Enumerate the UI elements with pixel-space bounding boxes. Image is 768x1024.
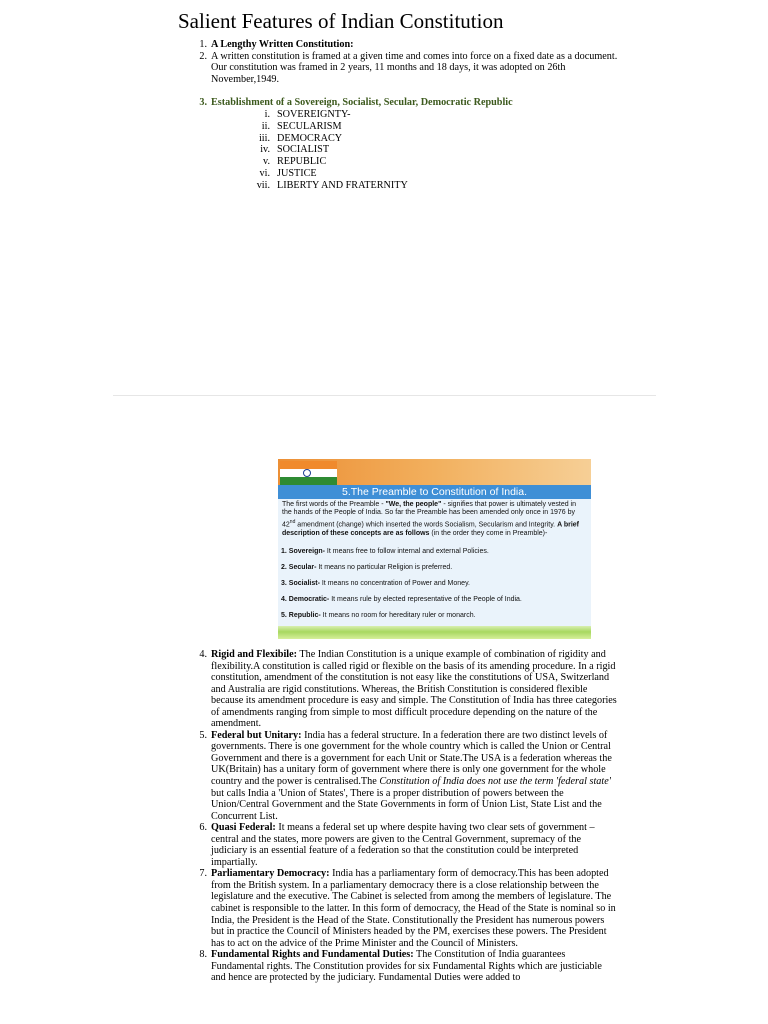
feature-heading: Rigid and Flexibile: bbox=[211, 649, 298, 660]
list-number: v. bbox=[263, 156, 270, 168]
feature-heading: Fundamental Rights and Fundamental Duties: bbox=[211, 949, 414, 961]
features-list bbox=[193, 649, 618, 984]
indian-flag-icon bbox=[280, 461, 337, 485]
top-list bbox=[193, 39, 618, 109]
slide-footer-strip bbox=[278, 626, 591, 639]
list-number: 7. bbox=[199, 868, 207, 880]
list-number: 8. bbox=[199, 949, 207, 961]
list-number: 2. bbox=[199, 50, 207, 62]
list-number: 1. bbox=[199, 39, 207, 50]
list-number: iv. bbox=[260, 144, 270, 156]
list-number: vi. bbox=[259, 167, 270, 179]
list-item bbox=[193, 649, 618, 730]
list-item bbox=[193, 97, 618, 109]
list-text: LIBERTY AND FRATERNITY bbox=[277, 179, 408, 191]
list-item bbox=[193, 730, 618, 822]
feature-heading: Federal but Unitary: bbox=[211, 729, 302, 741]
feature-heading: A Lengthy Written Constitution: bbox=[211, 39, 354, 50]
list-text: SOCIALIST bbox=[277, 144, 330, 156]
feature-text: It means a federal set up where despite having two clear sets of government – central and the states, more powers are given to the Central Government, supremacy of the judiciary is an essential feature of a federation so that the constitution could be interpreted impartially. bbox=[211, 822, 595, 868]
list-number: 3. bbox=[199, 97, 207, 109]
preamble-slide-image bbox=[278, 459, 591, 639]
page-title: Salient Features of Indian Constitution bbox=[178, 9, 504, 33]
feature-text: The Indian Constitution is a unique example of combination of rigidity and flexibility.A constitution is called rigid or flexible on the basis of its amending procedure. In a rigid constitution, amendment of the constitution is not easy like the constitutions of USA, Switzerland and Australia are rigid constitutions. Whereas, the British Constitution is considered flexible because its amendment procedure is easy and simple. The Constitution of India has three categories of amendments ranging from simple to most difficult procedure depending on the nature of the amendment. bbox=[211, 649, 617, 730]
list-number: 6. bbox=[199, 822, 207, 834]
list-item bbox=[246, 168, 408, 180]
slide-list-item: 5. Republic- It means no room for hereditary ruler or monarch. bbox=[281, 612, 476, 619]
list-text: SOVEREIGNTY- bbox=[277, 109, 351, 120]
slide-list-item: 1. Sovereign- It means free to follow internal and external Policies. bbox=[281, 548, 489, 555]
feature-text: India has a parliamentary form of democracy.This has been adopted from the British system. In a parliamentary democracy there is a close relationship between the legislature and the executive. The Cabinet is selected from among the members of legislature. The cabinet is responsible to the latter. In this form of democracy, the Head of the State is nominal so in India, the President is the Head of the State. Constitutionally the President has numerous powers but in practice the Council of Ministers headed by the PM, exercises these powers. The President has to act on the advice of the Prime Minister and the Council of Ministers. bbox=[211, 868, 616, 949]
list-number: vii. bbox=[256, 179, 270, 191]
list-item bbox=[246, 180, 408, 192]
feature-heading: Establishment of a Sovereign, Socialist, Secular, Democratic Republic bbox=[211, 97, 513, 109]
list-item bbox=[246, 133, 408, 145]
page-divider bbox=[113, 395, 656, 396]
slide-list-item: 4. Democratic- It means rule by elected representative of the People of India. bbox=[281, 596, 522, 603]
list-number: 4. bbox=[199, 649, 207, 660]
list-text: DEMOCRACY bbox=[277, 132, 343, 144]
list-item bbox=[193, 868, 618, 949]
list-item bbox=[246, 144, 408, 156]
feature-italic-text: Constitution of India does not use the term 'federal state' bbox=[379, 776, 611, 788]
list-text: REPUBLIC bbox=[277, 156, 327, 168]
list-item bbox=[246, 109, 408, 121]
list-number: iii. bbox=[258, 132, 270, 144]
list-item bbox=[246, 156, 408, 168]
chakra-icon bbox=[303, 469, 311, 477]
feature-text: India has a federal structure. In a federation there are two distinct levels of governments. There is one government for the whole country which is called the Union or Central Government and there is a government for each Unit or State.The USA is a federation whereas the UK(Britain) has a unitary form of government where there is only one government for the whole country and the power is centralised.The bbox=[211, 729, 612, 788]
slide-title: 5.The Preamble to Constitution of India. bbox=[278, 485, 591, 499]
list-item bbox=[193, 51, 618, 86]
list-number: ii. bbox=[261, 120, 270, 132]
list-text: SECULARISM bbox=[277, 120, 342, 132]
slide-list-item: 3. Socialist- It means no concentration of Power and Money. bbox=[281, 580, 470, 587]
list-item bbox=[193, 822, 618, 868]
list-item bbox=[193, 949, 618, 984]
feature-heading: Quasi Federal: bbox=[211, 822, 276, 834]
list-item bbox=[246, 121, 408, 133]
feature-text: The Constitution of India guarantees Fundamental rights. The Constitution provides for six Fundamental Rights which are justiciable and hence are protected by the judiciary. Fundamental Duties were added to bbox=[211, 949, 602, 984]
roman-list bbox=[246, 109, 408, 192]
feature-text: A written constitution is framed at a given time and comes into force on a fixed date as a document. Our constitution was framed in 2 years, 11 months and 18 days, it was adopted on 26th November,1949. bbox=[211, 50, 618, 85]
list-text: JUSTICE bbox=[277, 167, 317, 179]
feature-text: but calls India a 'Union of States', There is a proper distribution of powers between the Union/Central Government and the State Governments in form of Union List, State List and the Concurrent List. bbox=[211, 787, 602, 822]
slide-intro: The first words of the Preamble - "We, the people" - signifies that power is ultimately vested in the hands of the People of India. So far the Preamble has been amended only once in 1976 by 42nd amendment (change) which inserted the words Socialism, Secularism and Integrity. A brief description of these concepts are as follows (in the order they come in Preamble)- bbox=[282, 501, 579, 537]
slide-list-item: 2. Secular- It means no particular Religion is preferred. bbox=[281, 564, 453, 571]
list-number: i. bbox=[264, 109, 270, 120]
list-number: 5. bbox=[199, 729, 207, 741]
list-item bbox=[193, 39, 618, 51]
feature-heading: Parliamentary Democracy: bbox=[211, 868, 330, 880]
